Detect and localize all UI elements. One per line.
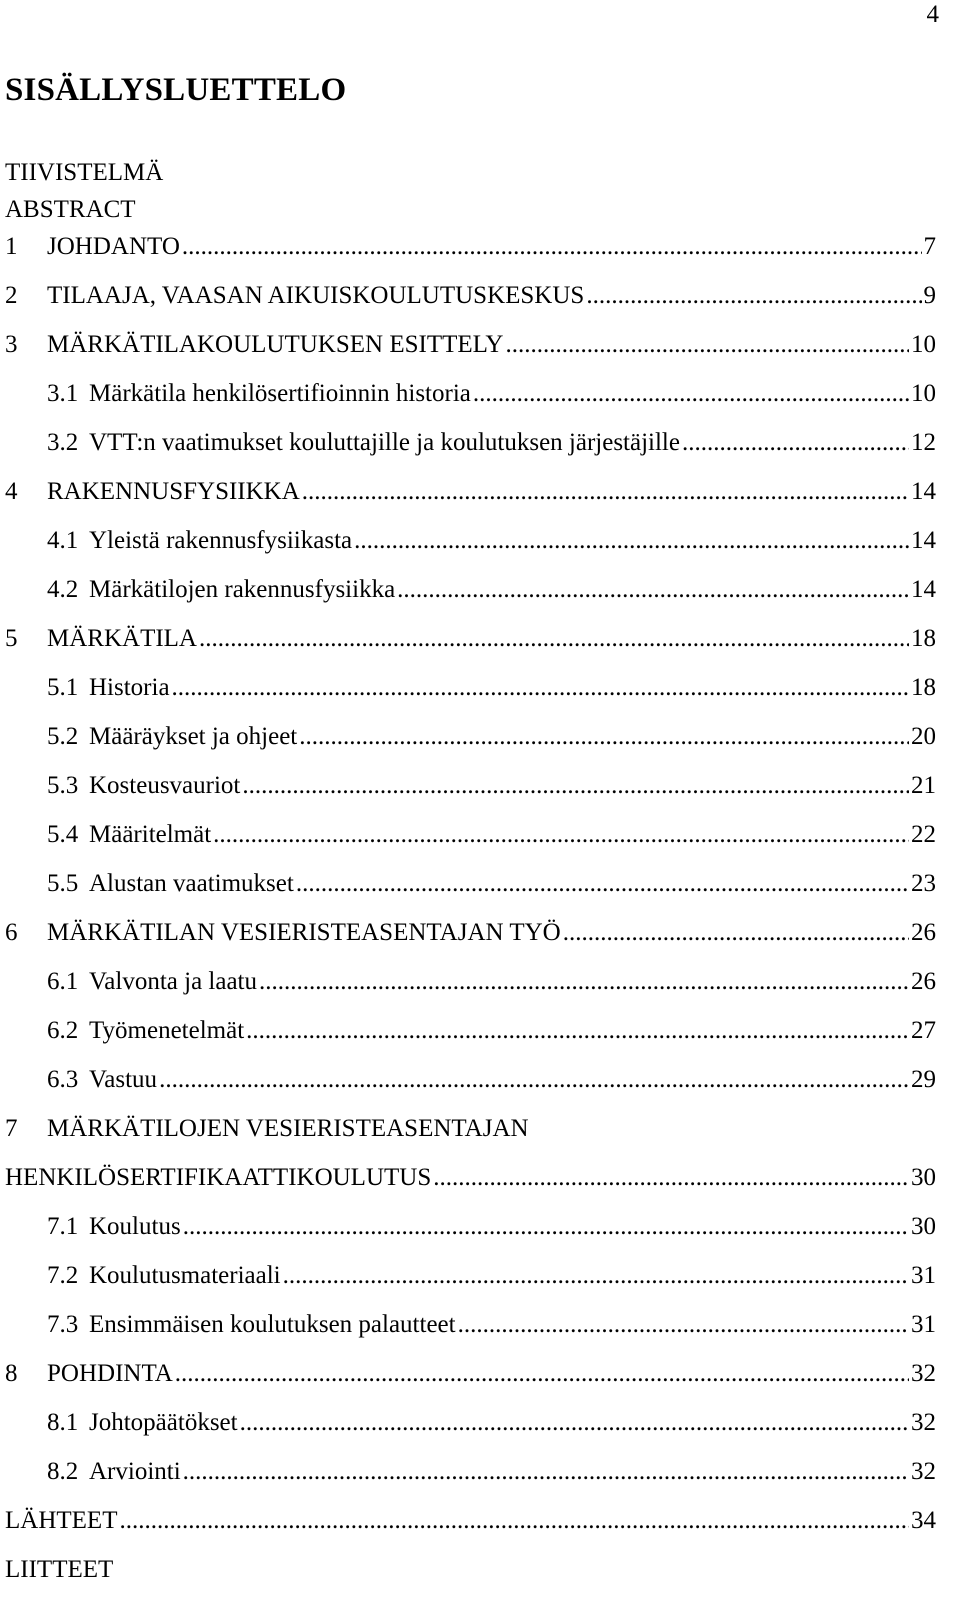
toc-entry-page: 31 [911,1311,936,1338]
toc-entry-number: 5.4 [47,821,79,848]
toc-entry-section[interactable] [5,526,936,575]
toc-entry-label: Koulutus [89,1213,181,1240]
toc-entry-label: Määritelmät [89,821,212,848]
toc-entry-chapter[interactable] [5,1359,936,1408]
dot-leader [283,1261,909,1291]
toc-entry-page: 14 [911,478,936,505]
toc-entry-chapter[interactable] [5,477,936,526]
dot-leader [242,771,909,801]
dot-leader [175,1359,909,1389]
toc-entry-section[interactable] [5,575,936,624]
dot-leader [505,330,909,360]
toc-entry-section[interactable] [5,1408,936,1457]
toc-entry-page: 12 [911,429,936,456]
toc-entry-number: 5.2 [47,723,79,750]
toc-entry-chapter[interactable] [5,232,936,281]
dot-leader [213,820,909,850]
toc-entry-number: 3.1 [47,380,79,407]
toc-entry-section[interactable] [5,820,936,869]
toc-entry-section[interactable] [5,722,936,771]
toc-entry-number: 6.2 [47,1017,79,1044]
toc-entry-number: 5.3 [47,772,79,799]
toc-entry-label: TIIVISTELMÄ [5,159,164,186]
toc-entry-page: 7 [923,233,936,260]
toc-entry-number: 3.2 [47,429,79,456]
toc-entry-page: 32 [911,1458,936,1485]
dot-leader [296,869,909,899]
toc-entry-page: 27 [911,1017,936,1044]
toc-entry-label: Kosteusvauriot [89,772,241,799]
toc-entry-page: 31 [911,1262,936,1289]
toc-entry-section[interactable] [5,1065,936,1114]
toc-entry-continuation[interactable] [5,1163,936,1212]
toc-entry-page: 30 [911,1164,936,1191]
toc-entry-page: 14 [911,576,936,603]
toc-entry-label: Vastuu [89,1066,158,1093]
toc-entry-label: Koulutusmateriaali [89,1262,281,1289]
toc-entry-label: Työmenetelmät [89,1017,245,1044]
toc-entry-number: 4.2 [47,576,79,603]
toc-entry-page: 26 [911,919,936,946]
toc-entry-number: 5 [5,625,18,652]
toc-entry-page: 32 [911,1360,936,1387]
toc-entry-references[interactable] [5,1506,936,1555]
toc-entry-label: MÄRKÄTILOJEN VESIERISTEASENTAJAN [47,1115,529,1142]
toc-entry-label: MÄRKÄTILA [47,625,197,652]
toc-entry-label: VTT:n vaatimukset kouluttajille ja koulutuksen järjestäjille [89,429,680,456]
toc-entry-page: 18 [911,674,936,701]
toc-entry-label: ABSTRACT [5,196,136,223]
toc-entry-label: Alustan vaatimukset [89,870,294,897]
toc-entry-appendices[interactable] [5,1555,936,1604]
toc-entry-label: LÄHTEET [5,1507,118,1534]
toc-entry-label: LIITTEET [5,1556,114,1583]
dot-leader [682,428,909,458]
dot-leader [183,1457,909,1487]
toc-entry-number: 7.1 [47,1213,79,1240]
toc-entry-number: 5.5 [47,870,79,897]
toc-entry-label: Historia [89,674,170,701]
toc-entry-number: 8 [5,1360,18,1387]
dot-leader [397,575,909,605]
dot-leader [159,1065,909,1095]
toc-entry-section[interactable] [5,869,936,918]
toc-entry-number: 7.2 [47,1262,79,1289]
toc-entry-page: 30 [911,1213,936,1240]
toc-entry-section[interactable] [5,1016,936,1065]
toc-entry-number: 3 [5,331,18,358]
toc-entry-page: 10 [911,380,936,407]
toc-entry-number: 8.2 [47,1458,79,1485]
toc-entry-page: 9 [923,282,936,309]
toc-entry-number: 5.1 [47,674,79,701]
dot-leader [473,379,909,409]
dot-leader [119,1506,909,1536]
toc-entry-section[interactable] [5,673,936,722]
toc-entry-label: TILAAJA, VAASAN AIKUISKOULUTUSKESKUS [47,282,585,309]
toc-entry-number: 7.3 [47,1311,79,1338]
toc-entry-label: Määräykset ja ohjeet [89,723,298,750]
dot-leader [354,526,909,556]
toc-entry-page: 29 [911,1066,936,1093]
toc-entry-page: 22 [911,821,936,848]
toc-entry-section[interactable] [5,771,936,820]
dot-leader [240,1408,909,1438]
toc-entry-section[interactable] [5,967,936,1016]
toc-entry-label: MÄRKÄTILAKOULUTUKSEN ESITTELY [47,331,504,358]
toc-entry-page: 14 [911,527,936,554]
dot-leader [172,673,909,703]
dot-leader [299,722,909,752]
toc-entry-label: HENKILÖSERTIFIKAATTIKOULUTUS [5,1164,432,1191]
toc-entry-page: 18 [911,625,936,652]
toc-entry-page: 20 [911,723,936,750]
toc-entry-number: 6.1 [47,968,79,995]
toc-entry-page: 34 [911,1507,936,1534]
toc-entry-number: 4 [5,478,18,505]
toc-entry-section[interactable] [5,1310,936,1359]
toc-entry-label: Arviointi [89,1458,181,1485]
toc-entry-page: 21 [911,772,936,799]
toc-title: SISÄLLYSLUETTELO [5,72,347,108]
dot-leader [458,1310,909,1340]
toc-entry-section[interactable] [5,379,936,428]
toc-entry-section[interactable] [5,428,936,477]
toc-entry-chapter[interactable] [5,918,936,967]
toc-entry-label: Johtopäätökset [89,1409,238,1436]
toc-entry-chapter[interactable] [5,624,936,673]
toc-entry-page: 10 [911,331,936,358]
toc-entry-chapter[interactable] [5,281,936,330]
toc-entry-section[interactable] [5,1457,936,1506]
toc-entry-label: Yleistä rakennusfysiikasta [89,527,353,554]
dot-leader [182,232,922,262]
toc-entry-abstract-fi[interactable] [5,158,936,195]
dot-leader [433,1163,909,1193]
toc-entry-number: 7 [5,1115,18,1142]
page-number: 4 [926,1,939,28]
toc-entry-page: 32 [911,1409,936,1436]
toc-entry-label: Märkätilojen rakennusfysiikka [89,576,396,603]
dot-leader [199,624,909,654]
toc-entry-label: MÄRKÄTILAN VESIERISTEASENTAJAN TYÖ [47,919,561,946]
toc-entry-page: 23 [911,870,936,897]
toc-entry-number: 1 [5,233,18,260]
toc-entry-section[interactable] [5,1261,936,1310]
table-of-contents [5,158,936,1604]
toc-entry-number: 8.1 [47,1409,79,1436]
toc-entry-chapter[interactable] [5,330,936,379]
toc-entry-label: POHDINTA [47,1360,173,1387]
dot-leader [563,918,909,948]
dot-leader [183,1212,909,1242]
toc-entry-number: 6.3 [47,1066,79,1093]
toc-entry-number: 4.1 [47,527,79,554]
toc-entry-number: 6 [5,919,18,946]
toc-entry-label: RAKENNUSFYSIIKKA [47,478,300,505]
dot-leader [246,1016,909,1046]
toc-entry-number: 2 [5,282,18,309]
toc-entry-label: JOHDANTO [47,233,180,260]
toc-entry-label: Märkätila henkilösertifioinnin historia [89,380,471,407]
toc-entry-label: Valvonta ja laatu [89,968,257,995]
toc-entry-section[interactable] [5,1212,936,1261]
toc-entry-abstract-en[interactable] [5,195,936,232]
toc-entry-label: Ensimmäisen koulutuksen palautteet [89,1311,456,1338]
dot-leader [586,281,921,311]
toc-entry-chapter[interactable] [5,1114,936,1163]
toc-entry-page: 26 [911,968,936,995]
dot-leader [259,967,909,997]
dot-leader [302,477,909,507]
